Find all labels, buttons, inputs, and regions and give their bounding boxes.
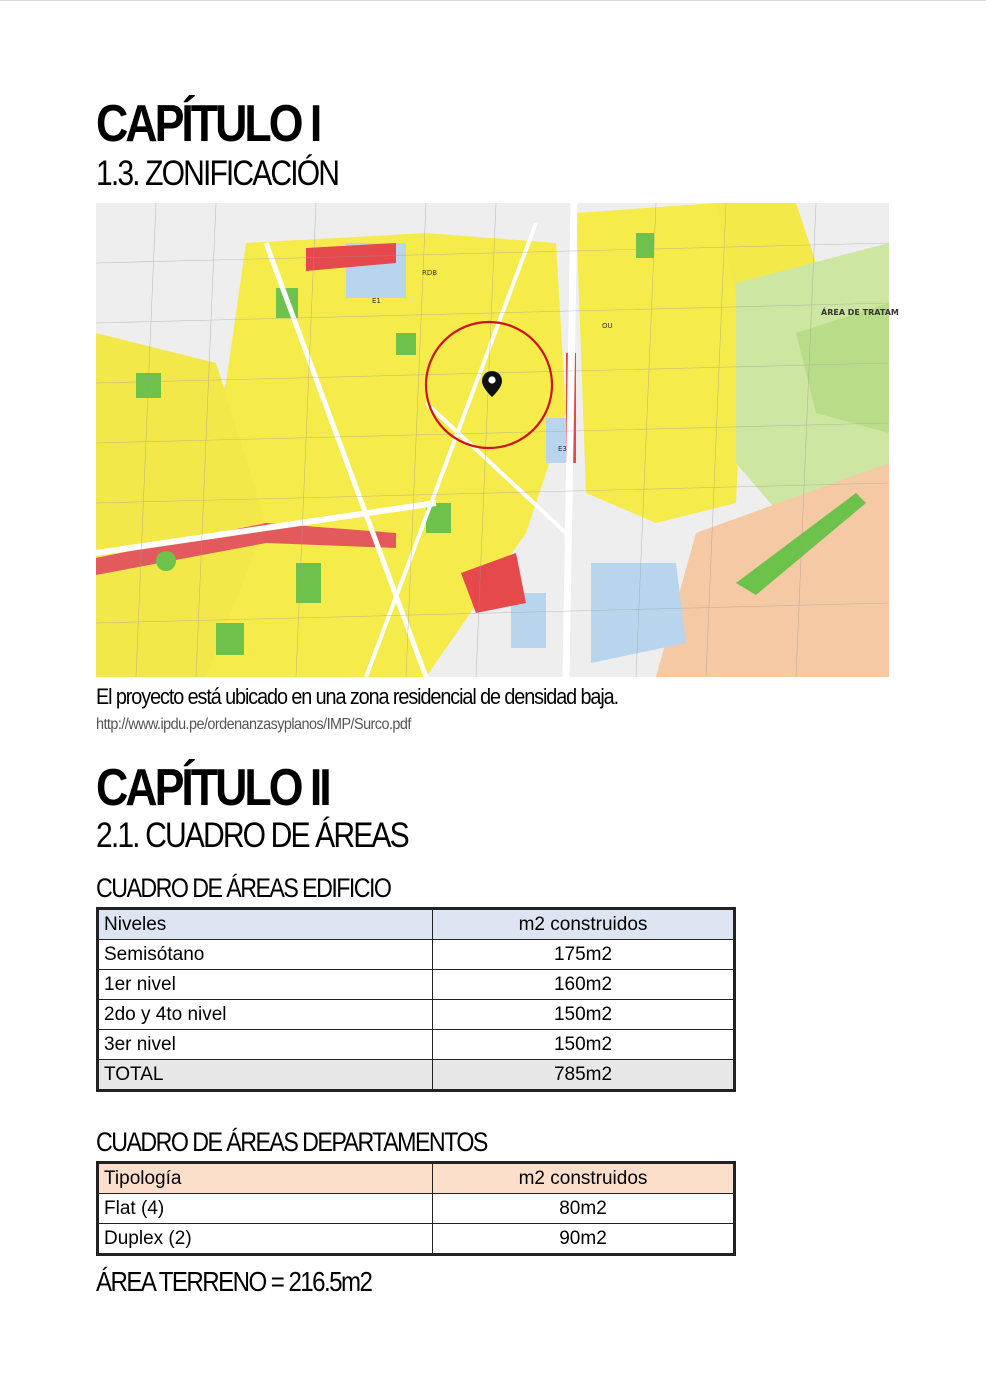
chapter-1-title: CAPÍTULO I [96, 95, 320, 153]
row-label: Flat (4) [99, 1194, 433, 1224]
row-label: 2do y 4to nivel [99, 1000, 433, 1030]
total-label: TOTAL [99, 1060, 433, 1090]
table-header-row [99, 1164, 734, 1194]
table-row [99, 1224, 734, 1254]
row-label: 3er nivel [99, 1030, 433, 1060]
row-label: Duplex (2) [99, 1224, 433, 1254]
row-value: 90m2 [433, 1224, 734, 1254]
table-row [99, 1000, 734, 1030]
departamentos-areas-table [98, 1163, 734, 1254]
edificio-areas-table [98, 909, 734, 1090]
column-header-tipologia: Tipología [99, 1164, 433, 1194]
section-zonificacion-title: 1.3. ZONIFICACIÓN [96, 154, 339, 193]
row-label: Semisótano [99, 940, 433, 970]
row-value: 150m2 [433, 1000, 734, 1030]
column-header-m2: m2 construidos [433, 1164, 734, 1194]
edificio-table-heading: CUADRO DE ÁREAS EDIFICIO [96, 873, 391, 903]
page-top-divider [0, 0, 986, 1]
row-label: 1er nivel [99, 970, 433, 1000]
departamentos-table-heading: CUADRO DE ÁREAS DEPARTAMENTOS [96, 1127, 487, 1157]
table-row [99, 1030, 734, 1060]
row-value: 80m2 [433, 1194, 734, 1224]
table-header-row [99, 910, 734, 940]
zoning-map [96, 203, 899, 677]
table-row [99, 970, 734, 1000]
map-label-e3: E3 [558, 445, 567, 453]
row-value: 150m2 [433, 1030, 734, 1060]
map-label-treatment-area: ÁREA DE TRATAM [821, 308, 899, 317]
map-caption: El proyecto está ubicado en una zona residencial de densidad baja. [96, 684, 619, 709]
map-source-url: http://www.ipdu.pe/ordenanzasyplanos/IMP/Surco.pdf [96, 716, 411, 733]
map-label-rdb: RDB [422, 269, 438, 277]
map-label-e1: E1 [372, 297, 381, 305]
total-value: 785m2 [433, 1060, 734, 1090]
row-value: 160m2 [433, 970, 734, 1000]
table-total-row [99, 1060, 734, 1090]
map-label-ou: OU [602, 322, 613, 330]
column-header-m2: m2 construidos [433, 910, 734, 940]
table-row [99, 1194, 734, 1224]
row-value: 175m2 [433, 940, 734, 970]
column-header-niveles: Niveles [99, 910, 433, 940]
zoning-map-graphic [96, 203, 899, 677]
area-terreno: ÁREA TERRENO = 216.5m2 [96, 1266, 372, 1297]
table-row [99, 940, 734, 970]
chapter-2-title: CAPÍTULO II [96, 759, 329, 817]
section-cuadro-areas-title: 2.1. CUADRO DE ÁREAS [96, 816, 408, 855]
